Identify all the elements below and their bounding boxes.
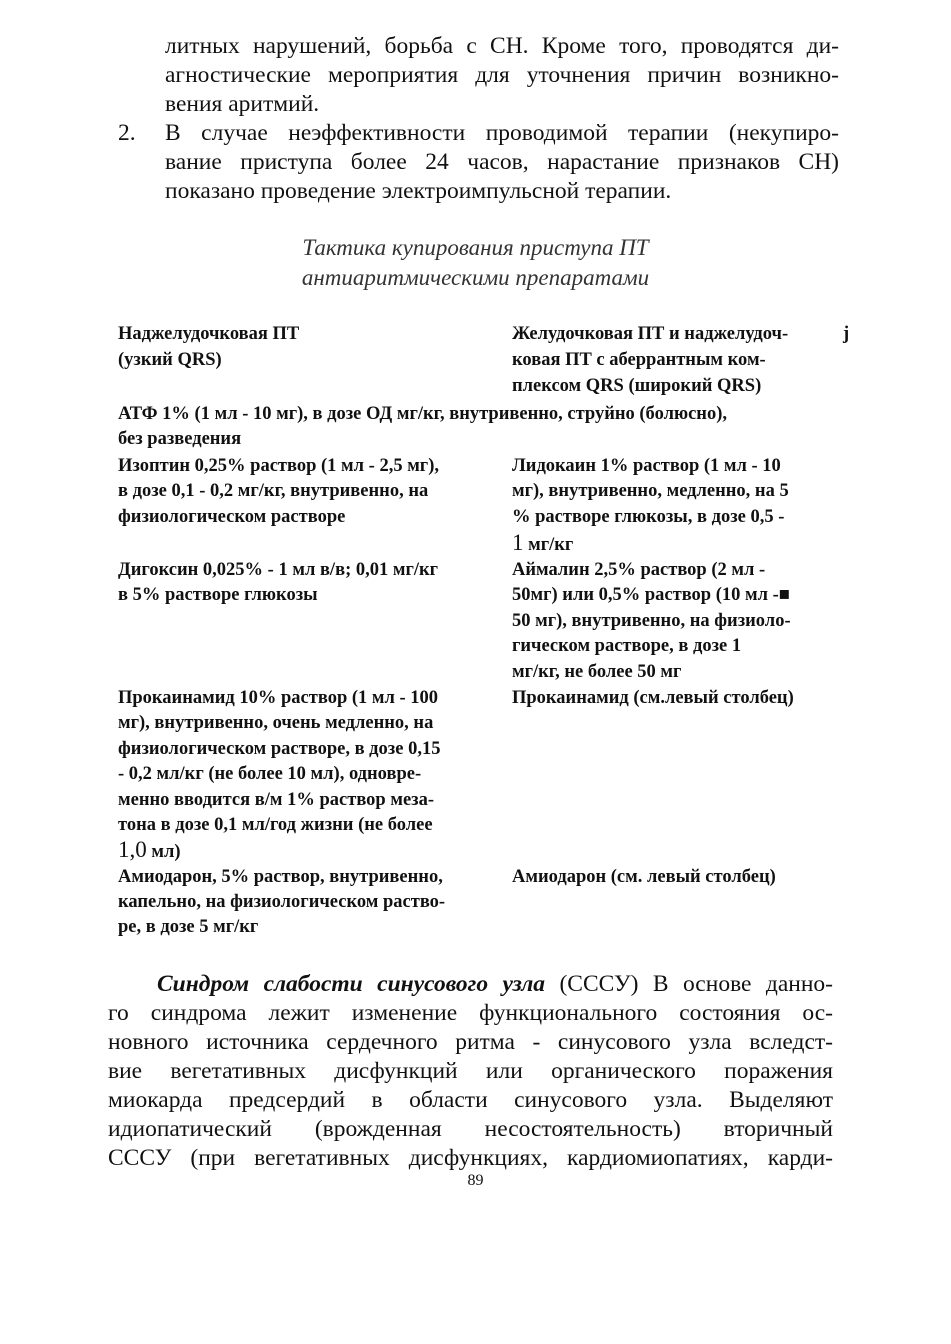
item2-line: показано проведение электроимпульсной терапии. [165,178,672,204]
table-cell-right: гическом растворе, в дозе 1 [512,636,742,656]
intro-line: литных нарушений, борьба с СН. Кроме того, проводятся ди- [165,33,839,59]
table-row-atf: без разведения [118,429,242,449]
table-header-left: Наджелудочковая ПТ [118,324,300,344]
section-title-line2: антиаритмическими препаратами [301,265,650,290]
table-cell-left: Амиодарон, 5% раствор, внутривенно, [118,867,443,887]
table-cell-right: % растворе глюкозы, в дозе 0,5 - [512,507,785,527]
table-cell-left: капельно, на физиологическом раство- [118,892,446,912]
page-number: 89 [467,1172,484,1189]
table-cell-left: Дигоксин 0,025% - 1 мл в/в; 0,01 мг/кг [118,560,439,580]
dose-unit: мл) [146,842,181,862]
dose-number: 1 [512,530,524,555]
table-cell-left: тона в дозе 0,1 мл/год жизни (не более [118,815,433,835]
table-cell-right: Лидокаин 1% раствор (1 мл - 10 [512,456,781,476]
table-header-mark: j [843,324,850,344]
table-cell-right: Прокаинамид (см.левый столбец) [512,688,794,708]
dose-number: 1,0 [118,837,147,862]
item2-line: В случае неэффективности проводимой терапии (некупиро- [165,120,839,146]
table-header-left: (узкий QRS) [118,350,222,370]
table-cell-right: Аймалин 2,5% раствор (2 мл - [512,560,766,580]
table-cell-right: Амиодарон (см. левый столбец) [512,867,776,887]
sssu-line: идиопатический (врожденная несостоятельность) вторичный [108,1116,833,1142]
table-cell-left: менно вводится в/м 1% раствор меза- [118,790,435,810]
table-cell-right: 50мг) или 0,5% раствор (10 мл -■ [512,585,790,605]
table-cell-left: физиологическом растворе [118,507,346,527]
table-cell-left: в 5% растворе глюкозы [118,585,318,605]
table-cell-right: мг), внутривенно, медленно, на 5 [512,481,789,501]
table-cell-left [118,838,181,864]
section-title-line1: Тактика купирования приступа ПТ [302,235,649,260]
intro-line: агностические мероприятия для уточнения причин возникно- [165,62,839,88]
sssu-line: новного источника сердечного ритма - синусового узла вследст- [108,1029,833,1055]
sssu-line: вие вегетативных дисфункций или органического поражения [108,1058,833,1084]
table-header-right: Желудочковая ПТ и наджелудоч- [512,324,789,344]
table-header-right: ковая ПТ с аберрантным ком- [512,350,766,370]
table-cell-left: Изоптин 0,25% раствор (1 мл - 2,5 мг), [118,456,439,476]
table-cell-left: - 0,2 мл/кг (не более 10 мл), одновре- [118,764,422,784]
sssu-first-line [157,970,833,998]
item2-line: вание приступа более 24 часов, нарастание признаков СН) [165,149,839,175]
table-header-right: плексом QRS (широкий QRS) [512,376,762,396]
sssu-line: го синдрома лежит изменение функционального состояния ос- [108,1000,833,1026]
table-cell-right: мг/кг, не более 50 мг [512,662,682,682]
sssu-line: СССУ (при вегетативных дисфункциях, кардиомиопатиях, карди- [108,1145,833,1171]
table-cell-left: Прокаинамид 10% раствор (1 мл - 100 [118,688,439,708]
sssu-first-line-rest: (СССУ) В основе данно- [545,971,833,997]
table-cell-left: физиологическом растворе, в дозе 0,15 [118,739,441,759]
list-item-number: 2. [118,120,136,146]
table-cell-left: мг), внутривенно, очень медленно, на [118,713,434,733]
table-cell-left: ре, в дозе 5 мг/кг [118,917,259,937]
dose-unit: мг/кг [523,535,574,555]
intro-line: вения аритмий. [165,91,320,117]
sssu-term: Синдром слабости синусового узла [157,971,546,997]
table-cell-right [512,531,573,557]
table-cell-left: в дозе 0,1 - 0,2 мг/кг, внутривенно, на [118,481,429,501]
sssu-line: миокарда предсердий в области синусового узла. Выделяют [108,1087,833,1113]
table-cell-right: 50 мг), внутривенно, на физиоло- [512,611,791,631]
table-row-atf: АТФ 1% (1 мл - 10 мг), в дозе ОД мг/кг, внутривенно, струйно (болюсно), [118,404,727,424]
